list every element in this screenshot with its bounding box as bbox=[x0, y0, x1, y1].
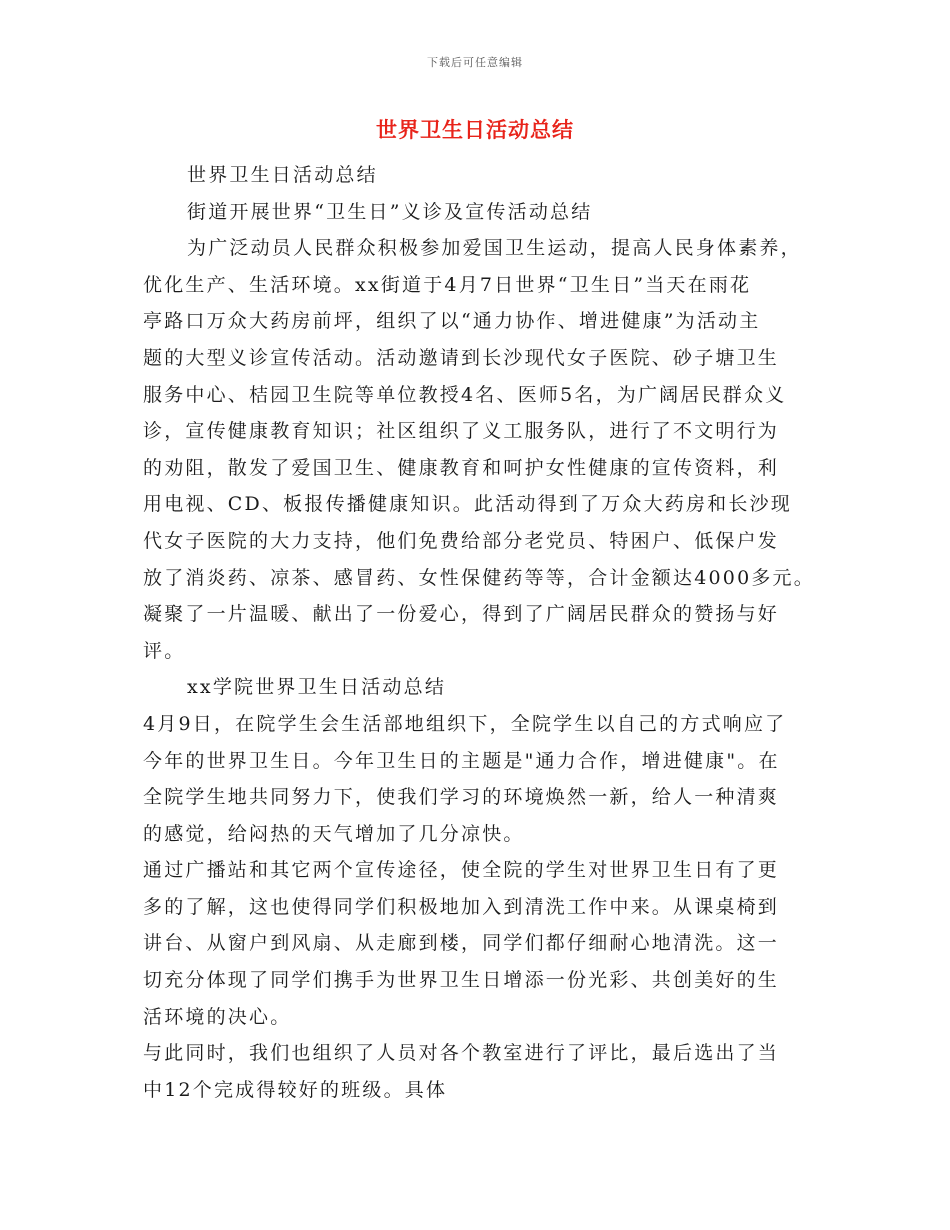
paragraph-line: 为广泛动员人民群众积极参加爱国卫生运动，提高人民身体素养， bbox=[187, 237, 802, 260]
subsection-heading: xx学院世界卫生日活动总结 bbox=[187, 676, 447, 699]
section-heading: 世界卫生日活动总结 bbox=[187, 164, 378, 186]
paragraph-line: 全院学生地共同努力下，使我们学习的环境焕然一新，给人一种清爽 bbox=[143, 786, 780, 809]
subsection-heading: 街道开展世界“卫生日”义诊及宣传活动总结 bbox=[187, 200, 593, 223]
paragraph-line: 优化生产、生活环境。xx街道于4月7日世界“卫生日”当天在雨花 bbox=[143, 273, 752, 296]
document-title: 世界卫生日活动总结 bbox=[376, 117, 574, 142]
paragraph-line: 中12个完成得较好的班级。具体 bbox=[143, 1078, 448, 1101]
paragraph-line: 凝聚了一片温暖、献出了一份爱心，得到了广阔居民群众的赞扬与好 bbox=[143, 603, 780, 626]
paragraph-line: 切充分体现了同学们携手为世界卫生日增添一份光彩、共创美好的生 bbox=[143, 969, 780, 992]
paragraph-line: 放了消炎药、凉茶、感冒药、女性保健药等等，合计金额达4000多元。 bbox=[143, 566, 815, 589]
paragraph-line: 代女子医院的大力支持，他们免费给部分老党员、特困户、低保户发 bbox=[143, 529, 780, 552]
document-body bbox=[143, 157, 815, 1108]
paragraph-line: 用电视、CD、板报传播健康知识。此活动得到了万众大药房和长沙现 bbox=[143, 493, 792, 516]
paragraph-line: 多的了解，这也使得同学们积极地加入到清洗工作中来。从课桌椅到 bbox=[143, 895, 780, 918]
paragraph-line: 亭路口万众大药房前坪，组织了以“通力协作、增进健康”为活动主 bbox=[143, 310, 761, 333]
paragraph-line: 题的大型义诊宣传活动。活动邀请到长沙现代女子医院、砂子塘卫生 bbox=[143, 346, 780, 369]
paragraph-line: 与此同时，我们也组织了人员对各个教室进行了评比，最后选出了当 bbox=[143, 1042, 780, 1065]
paragraph-line: 今年的世界卫生日。今年卫生日的主题是"通力合作，增进健康"。在 bbox=[143, 749, 780, 772]
paragraph-line: 讲台、从窗户到风扇、从走廊到楼，同学们都仔细耐心地清洗。这一 bbox=[143, 932, 780, 955]
paragraph-line: 活环境的决心。 bbox=[143, 1005, 292, 1028]
paragraph-line: 诊，宣传健康教育知识；社区组织了义工服务队，进行了不文明行为 bbox=[143, 420, 780, 443]
paragraph-line: 的劝阻，散发了爱国卫生、健康教育和呵护女性健康的宣传资料，利 bbox=[143, 456, 780, 479]
paragraph-line: 服务中心、桔园卫生院等单位教授4名、医师5名，为广阔居民群众义 bbox=[143, 383, 787, 406]
paragraph-line: 的感觉，给闷热的天气增加了几分凉快。 bbox=[143, 822, 525, 845]
paragraph-line: 通过广播站和其它两个宣传途径，使全院的学生对世界卫生日有了更 bbox=[143, 859, 780, 882]
header-note: 下载后可任意编辑 bbox=[427, 56, 523, 69]
paragraph-line: 4月9日，在院学生会生活部地组织下，全院学生以自己的方式响应了 bbox=[143, 712, 787, 735]
paragraph-line: 评。 bbox=[143, 639, 186, 662]
